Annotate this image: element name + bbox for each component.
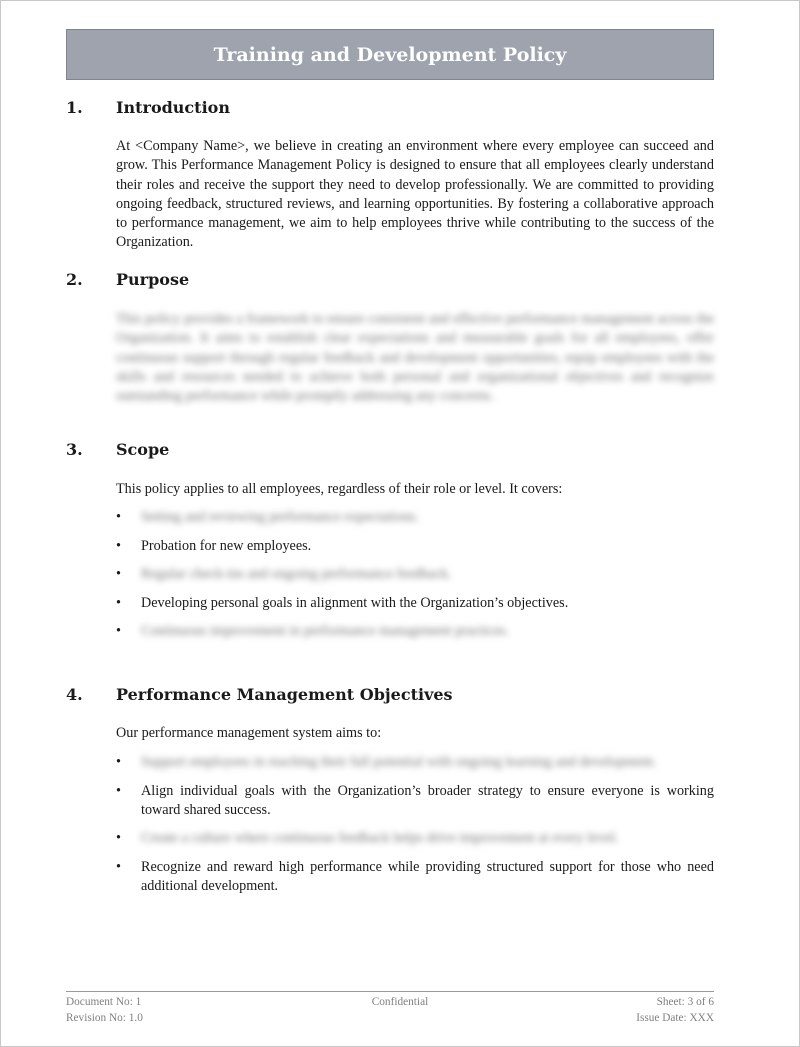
list-item: • Align individual goals with the Organization’s broader strategy to ensure everyone is working toward shared success. bbox=[116, 782, 714, 821]
list-item: • Developing personal goals in alignment with the Organization’s objectives. bbox=[116, 594, 714, 613]
section-title: Purpose bbox=[116, 270, 190, 289]
list-item: • Continuous improvement in performance management practices. bbox=[116, 622, 714, 641]
section-title: Scope bbox=[116, 440, 170, 459]
purpose-paragraph-blurred: This policy provides a framework to ensure consistent and effective performance management across the Organization. It aims to establish clear expectations and measurable goals for all employees, offer continuous support through regular feedback and development opportunities, equip employees with the skills and resources needed to achieve both personal and organizational objectives and recognize outstanding performance while promptly addressing any concerns. bbox=[116, 311, 714, 405]
footer-issue-date: Issue Date: XXX bbox=[636, 1012, 714, 1024]
introduction-paragraph: At <Company Name>, we believe in creating an environment where every employee can succeed and grow. This Performance Management Policy is designed to ensure that all employees clearly understand their roles and receive the support they need to develop professionally. We are committed to providing ongoing feedback, structured reviews, and learning opportunities. By fostering a collaborative approach to performance management, we aim to help employees thrive while contributing to the success of the Organization. bbox=[116, 138, 714, 251]
footer-document-no: Document No: 1 bbox=[66, 996, 142, 1008]
list-item: • Probation for new employees. bbox=[116, 537, 714, 556]
scope-intro: This policy applies to all employees, regardless of their role or level. It covers: bbox=[116, 481, 563, 497]
objectives-list bbox=[116, 753, 714, 906]
section-title: Performance Management Objectives bbox=[116, 685, 453, 704]
list-item: • Support employees in reaching their full potential with ongoing learning and development. bbox=[116, 753, 714, 772]
footer-sheet: Sheet: 3 of 6 bbox=[656, 996, 714, 1008]
list-item: • Create a culture where continuous feedback helps drive improvement at every level. bbox=[116, 829, 714, 848]
section-number: 2. bbox=[66, 270, 83, 289]
scope-list bbox=[116, 508, 714, 651]
footer-revision-no: Revision No: 1.0 bbox=[66, 1012, 143, 1024]
objectives-intro: Our performance management system aims to: bbox=[116, 725, 382, 741]
section-number: 1. bbox=[66, 98, 83, 117]
section-number: 3. bbox=[66, 440, 83, 459]
footer-right bbox=[636, 994, 714, 1026]
list-item: • Recognize and reward high performance while providing structured support for those who need additional development. bbox=[116, 858, 714, 897]
section-number: 4. bbox=[66, 685, 83, 704]
list-item: • Regular check-ins and ongoing performance feedback. bbox=[116, 565, 714, 584]
list-item: • Setting and reviewing performance expectations. bbox=[116, 508, 714, 527]
document-title-banner bbox=[66, 29, 714, 80]
document-title: Training and Development Policy bbox=[213, 43, 567, 66]
footer-divider bbox=[66, 991, 714, 992]
footer-confidential: Confidential bbox=[371, 996, 429, 1008]
section-title: Introduction bbox=[116, 98, 230, 117]
